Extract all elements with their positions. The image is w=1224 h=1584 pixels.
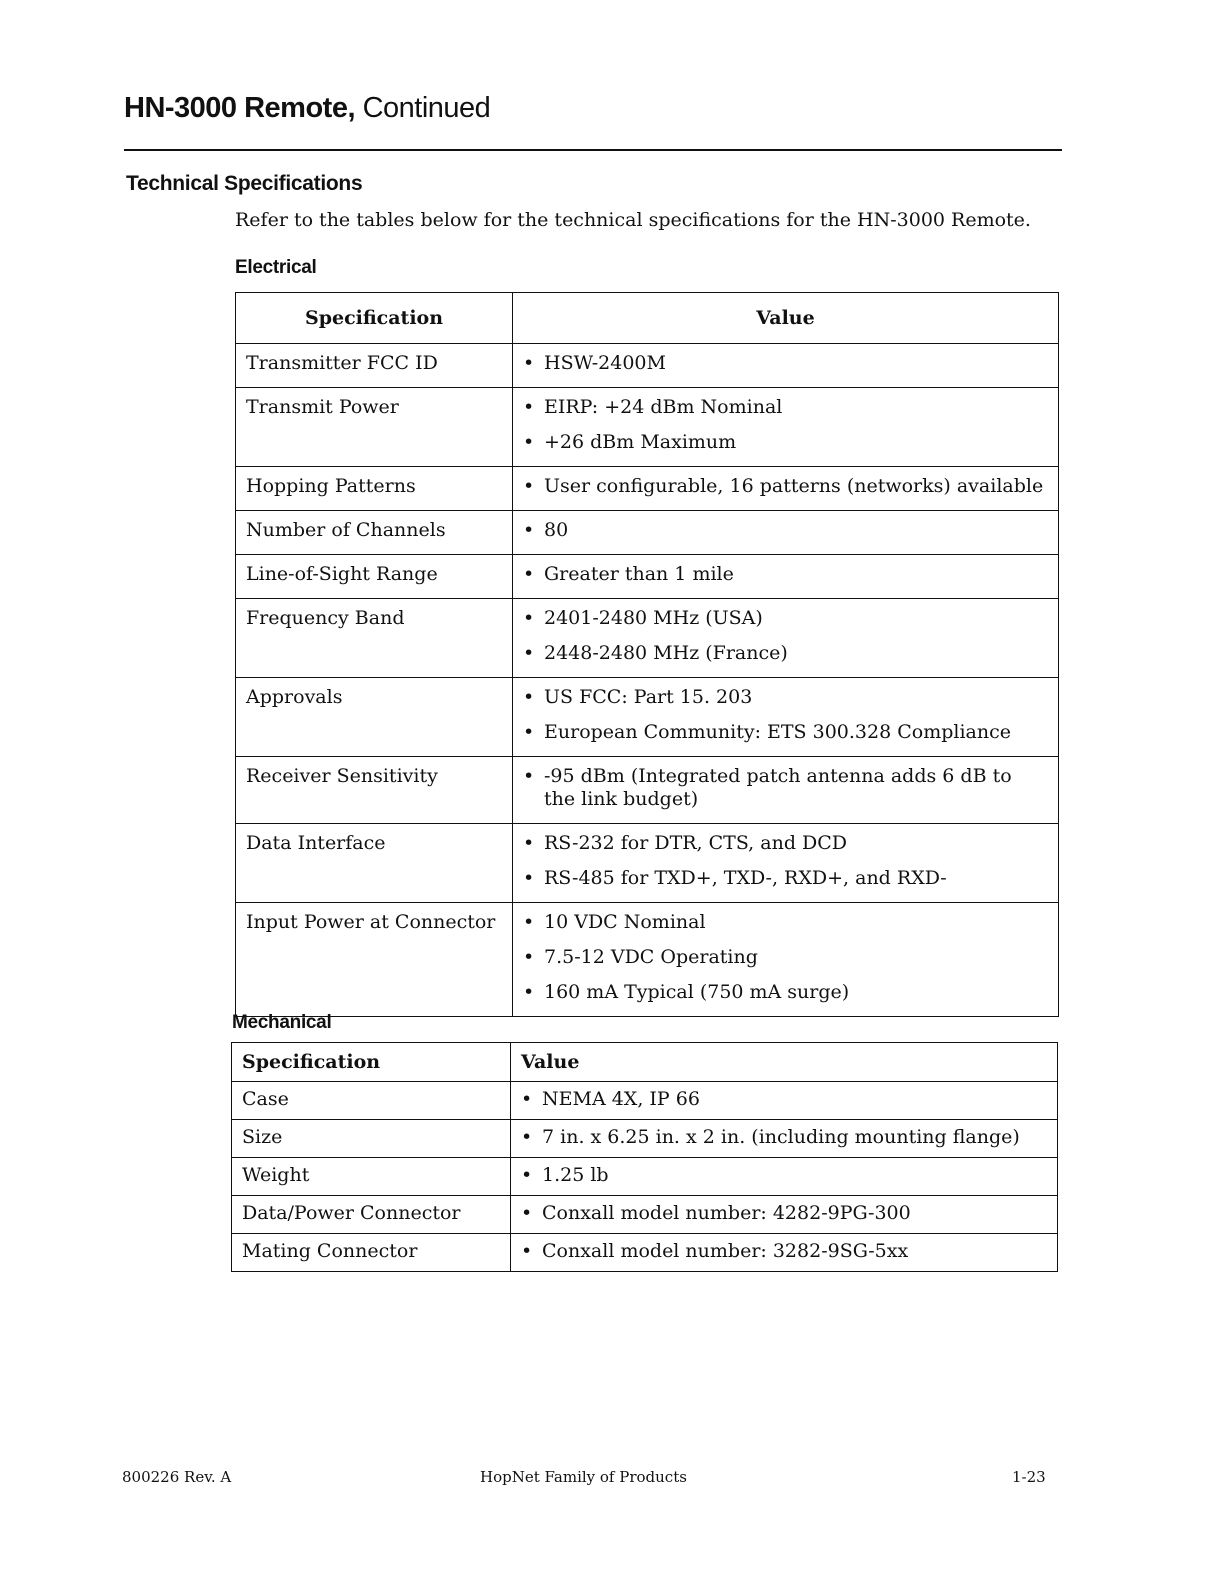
spec-cell [236,903,513,1017]
table-row [232,1196,1058,1234]
value-item: • -95 dBm (Integrated patch antenna adds 6 dB to the link budget) [523,761,1048,819]
column-header-value: Value [513,293,1059,344]
spec-cell [232,1196,511,1234]
spec-name: Transmitter FCC ID [246,352,438,374]
footer-product-family: HopNet Family of Products [480,1468,687,1486]
table-row [236,555,1059,599]
table-row [232,1082,1058,1120]
spec-cell [236,599,513,678]
spec-cell [236,757,513,824]
value-cell [511,1196,1058,1234]
table-row [236,678,1059,757]
value-item: • 2401-2480 MHz (USA) [523,603,1048,638]
spec-name: Mating Connector [242,1240,418,1262]
column-header-value-label: Value [521,1051,580,1073]
value-cell [513,599,1059,678]
table-row [236,599,1059,678]
spec-cell [232,1234,511,1272]
value-cell [513,511,1059,555]
value-item: • 1.25 lb [521,1160,1047,1193]
value-item: • 7.5-12 VDC Operating [523,942,1048,977]
spec-cell [236,678,513,757]
value-cell [513,903,1059,1017]
value-list [513,555,1058,598]
value-cell [513,757,1059,824]
spec-cell [236,511,513,555]
value-item: • 2448-2480 MHz (France) [523,638,1048,673]
table-row [236,388,1059,467]
spec-cell [236,388,513,467]
value-list [511,1196,1057,1233]
value-item: • Conxall model number: 4282-9PG-300 [521,1198,1047,1231]
value-list [513,467,1058,510]
spec-name: Hopping Patterns [246,475,416,497]
spec-name: Frequency Band [246,607,405,629]
spec-name: Size [242,1126,283,1148]
value-list [511,1158,1057,1195]
value-cell [513,678,1059,757]
value-item: • Greater than 1 mile [523,559,1048,594]
value-list [513,344,1058,387]
electrical-spec-table [235,292,1059,1017]
electrical-heading: Electrical [235,257,317,278]
value-item: • 7 in. x 6.25 in. x 2 in. (including mounting flange) [521,1122,1047,1155]
value-list [513,678,1058,756]
column-header-value [511,1043,1058,1082]
value-cell [513,344,1059,388]
table-header-row [232,1043,1058,1082]
mechanical-heading: Mechanical [232,1012,332,1033]
column-header-specification-label: Specification [242,1051,381,1073]
spec-cell [236,344,513,388]
value-item: • RS-232 for DTR, CTS, and DCD [523,828,1048,863]
value-cell [513,388,1059,467]
spec-name: Data/Power Connector [242,1202,461,1224]
spec-name: Weight [242,1164,310,1186]
value-cell [511,1234,1058,1272]
intro-text: Refer to the tables below for the technical specifications for the HN-3000 Remote. [235,209,1031,231]
value-item: • User configurable, 16 patterns (networks) available [523,471,1048,506]
spec-name: Input Power at Connector [246,911,496,933]
value-item: • 80 [523,515,1048,550]
value-list [513,511,1058,554]
value-item: • US FCC: Part 15. 203 [523,682,1048,717]
value-item: • Conxall model number: 3282-9SG-5xx [521,1236,1047,1269]
section-title: Technical Specifications [126,172,363,195]
value-cell [511,1158,1058,1196]
spec-name: Transmit Power [246,396,399,418]
spec-cell [236,824,513,903]
spec-cell [236,555,513,599]
value-list [513,824,1058,902]
spec-name: Data Interface [246,832,386,854]
value-cell [511,1120,1058,1158]
value-list [511,1082,1057,1119]
table-row [236,903,1059,1017]
value-list [511,1120,1057,1157]
spec-name: Line-of-Sight Range [246,563,438,585]
page-title-suffix: Continued [355,92,491,124]
table-row [232,1120,1058,1158]
table-row [232,1234,1058,1272]
page-title-product: HN-3000 Remote, [124,92,356,124]
value-item: • EIRP: +24 dBm Nominal [523,392,1048,427]
header-divider [124,149,1062,151]
value-list [513,903,1058,1016]
value-list [513,599,1058,677]
spec-cell [232,1120,511,1158]
value-list [513,757,1058,823]
value-item: • European Community: ETS 300.328 Compliance [523,717,1048,752]
spec-cell [232,1082,511,1120]
value-cell [513,824,1059,903]
value-list [513,388,1058,466]
footer-page-number: 1-23 [1012,1468,1046,1486]
value-cell [511,1082,1058,1120]
value-item: • 160 mA Typical (750 mA surge) [523,977,1048,1012]
value-item: • 10 VDC Nominal [523,907,1048,942]
value-item: • HSW-2400M [523,348,1048,383]
page-title [124,92,490,125]
column-header-specification [232,1043,511,1082]
table-row [236,824,1059,903]
table-row [236,511,1059,555]
value-item: • +26 dBm Maximum [523,427,1048,462]
value-item: • NEMA 4X, IP 66 [521,1084,1047,1117]
electrical-table-body [236,344,1059,1017]
spec-cell [232,1158,511,1196]
column-header-specification: Specification [236,293,513,344]
footer-doc-number: 800226 Rev. A [122,1468,232,1486]
value-cell [513,467,1059,511]
table-row [232,1158,1058,1196]
mechanical-spec-table [231,1042,1058,1272]
mechanical-table-body [232,1082,1058,1272]
table-row [236,467,1059,511]
spec-name: Receiver Sensitivity [246,765,438,787]
table-row [236,344,1059,388]
spec-cell [236,467,513,511]
spec-name: Approvals [246,686,343,708]
table-header-row [236,293,1059,344]
spec-name: Case [242,1088,289,1110]
spec-name: Number of Channels [246,519,446,541]
table-row [236,757,1059,824]
value-item: • RS-485 for TXD+, TXD-, RXD+, and RXD- [523,863,1048,898]
value-list [511,1234,1057,1271]
value-cell [513,555,1059,599]
